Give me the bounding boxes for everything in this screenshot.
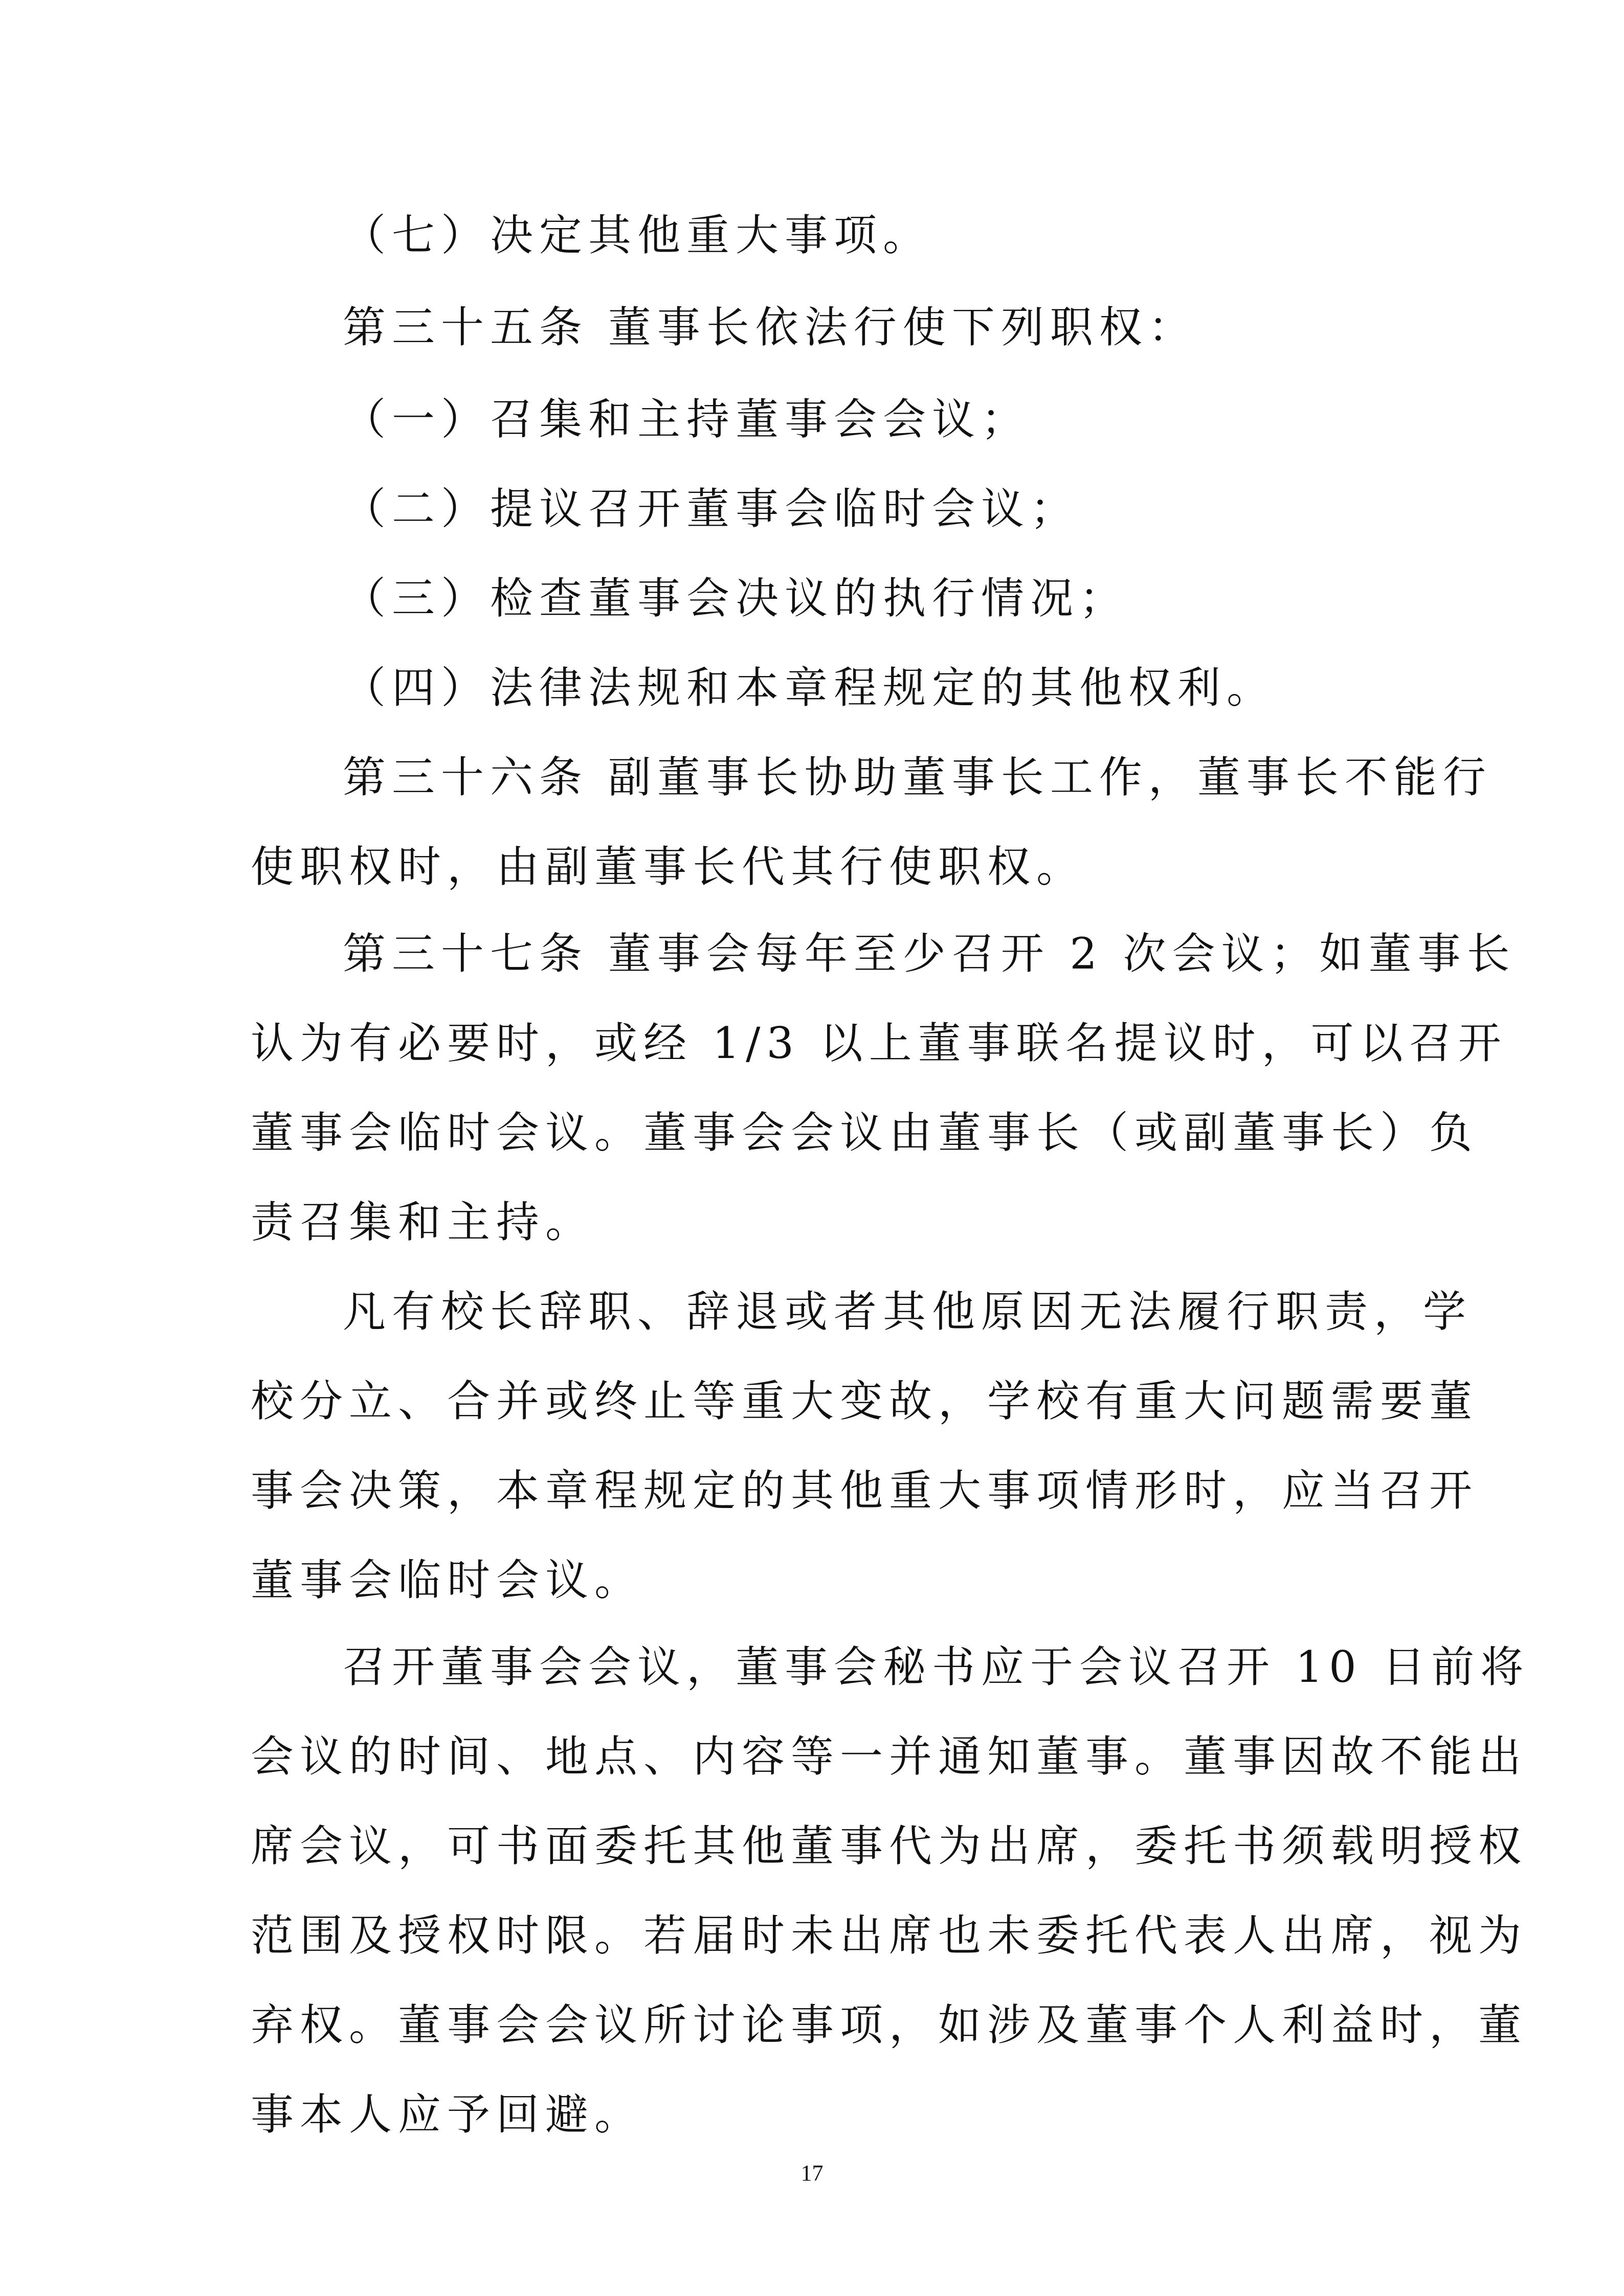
text-line: 使职权时，由副董事长代其行使职权。 bbox=[251, 842, 1086, 892]
text-line: 校分立、合并或终止等重大变故，学校有重大问题需要董 bbox=[251, 1376, 1479, 1426]
text-line: 弃权。董事会会议所讨论事项，如涉及董事个人利益时，董 bbox=[251, 2000, 1528, 2050]
text-line: （七）决定其他重大事项。 bbox=[343, 210, 932, 260]
text-line: 董事会临时会议。 bbox=[251, 1555, 644, 1605]
text-line: 董事会临时会议。董事会会议由董事长（或副董事长）负 bbox=[251, 1108, 1479, 1158]
text-line: （四）法律法规和本章程规定的其他权利。 bbox=[343, 663, 1276, 713]
text-line: 席会议，可书面委托其他董事代为出席，委托书须载明授权 bbox=[251, 1821, 1528, 1871]
text-line: 第三十七条 董事会每年至少召开 2 次会议；如董事长 bbox=[343, 929, 1516, 979]
text-line: 事本人应予回避。 bbox=[251, 2089, 644, 2140]
text-line: 责召集和主持。 bbox=[251, 1197, 595, 1247]
text-line: 认为有必要时，或经 1/3 以上董事联名提议时，可以召开 bbox=[251, 1018, 1507, 1068]
text-line: 第三十六条 副董事长协助董事长工作，董事长不能行 bbox=[343, 752, 1492, 802]
text-line: 范围及授权时限。若届时未出席也未委托代表人出席，视为 bbox=[251, 1910, 1528, 1961]
text-line: （二）提议召开董事会临时会议； bbox=[343, 484, 1080, 534]
text-line: （一）召集和主持董事会会议； bbox=[343, 394, 1031, 444]
text-line: （三）检查董事会决议的执行情况； bbox=[343, 573, 1129, 623]
text-line: 第三十五条 董事长依法行使下列职权： bbox=[343, 302, 1197, 352]
text-line: 召开董事会会议，董事会秘书应于会议召开 10 日前将 bbox=[343, 1642, 1530, 1692]
text-line: 凡有校长辞职、辞退或者其他原因无法履行职责，学 bbox=[343, 1287, 1473, 1337]
page-number: 17 bbox=[800, 2160, 824, 2186]
text-line: 事会决策，本章程规定的其他重大事项情形时，应当召开 bbox=[251, 1466, 1479, 1516]
text-line: 会议的时间、地点、内容等一并通知董事。董事因故不能出 bbox=[251, 1731, 1528, 1782]
